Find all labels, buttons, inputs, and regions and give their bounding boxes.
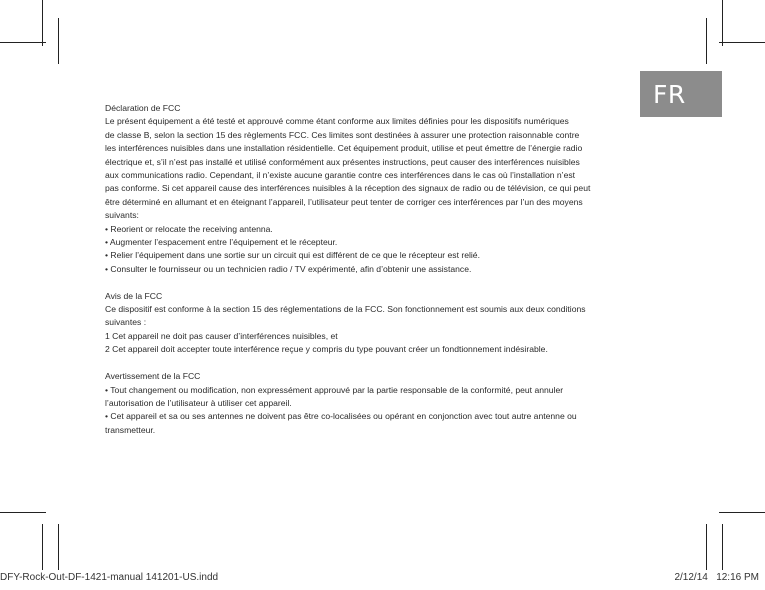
- paragraph-line: électrique et, s’il n’est pas installé et utilisé conformément aux présentes instructions, peut causer des interférences nuisibles: [105, 156, 580, 167]
- section-title: Avertissement de la FCC: [105, 371, 201, 382]
- fcc-declaration-section: [105, 102, 660, 276]
- crop-mark-bottom-right-horizontal: [719, 512, 765, 513]
- footer-timestamp: [674, 572, 759, 583]
- crop-mark-bottom-left-horizontal: [0, 512, 46, 513]
- footer-date: 2/12/14: [674, 572, 708, 583]
- footer-file-name: DFY-Rock-Out-DF-1421-manual 141201-US.indd: [0, 572, 219, 583]
- paragraph-line: transmetteur.: [105, 424, 156, 435]
- crop-mark-top-left-vertical: [42, 0, 43, 46]
- crop-mark-top-right-inner-vertical: [706, 18, 707, 64]
- paragraph-line: Le présent équipement a été testé et approuvé comme étant conforme aux limites définies pour les dispositifs numériques: [105, 116, 569, 127]
- paragraph-line: suivantes :: [105, 317, 147, 328]
- numbered-item: 1 Cet appareil ne doit pas causer d’interférences nuisibles, et: [105, 330, 338, 341]
- paragraph-line: être déterminé en allumant et en éteignant l’appareil, l’utilisateur peut tenter de corriger ces interférences par l’un des moyens: [105, 196, 583, 207]
- bullet-item: • Reorient or relocate the receiving antenna.: [105, 223, 273, 234]
- fcc-warning-section: [105, 370, 660, 437]
- paragraph-line: pas conforme. Si cet appareil cause des interférences nuisibles à la réception des signaux de radio ou de télévision, ce qui peut: [105, 183, 591, 194]
- numbered-item: 2 Cet appareil doit accepter toute interférence reçue y compris du type pouvant créer un fondtionnement indésirable.: [105, 344, 548, 355]
- document-body: [105, 102, 660, 451]
- footer-time: 12:16 PM: [716, 572, 759, 583]
- bullet-item: • Consulter le fournisseur ou un technicien radio / TV expérimenté, afin d’obtenir une assistance.: [105, 263, 472, 274]
- bullet-item: • Augmenter l’espacement entre l’équipement et le récepteur.: [105, 237, 338, 248]
- crop-mark-top-right-horizontal: [719, 42, 765, 43]
- fcc-notice-section: [105, 290, 660, 357]
- crop-mark-top-right-vertical: [722, 0, 723, 46]
- paragraph-line: les interférences nuisibles dans une installation résidentielle. Cet équipement produit, utilise et peut émettre de l’énergie radio: [105, 143, 583, 154]
- paragraph-line: suivants:: [105, 210, 139, 221]
- crop-mark-bottom-right-inner-vertical: [706, 524, 707, 570]
- paragraph-line: de classe B, selon la section 15 des règlements FCC. Ces limites sont destinées à assurer une protection raisonnable contre: [105, 129, 580, 140]
- paragraph-line: Ce dispositif est conforme à la section 15 des réglementations de la FCC. Son fonctionnement est soumis aux deux conditions: [105, 304, 586, 315]
- paragraph-line: aux communications radio. Cependant, il n’existe aucune garantie contre ces interférences dans le cas où l’installation n’est: [105, 170, 576, 181]
- crop-mark-bottom-right-vertical: [722, 524, 723, 570]
- bullet-item: • Relier l’équipement dans une sortie sur un circuit qui est différent de ce que le récepteur est relié.: [105, 250, 480, 261]
- bullet-item: • Tout changement ou modification, non expressément approuvé par la partie responsable de la conformité, peut annuler: [105, 384, 564, 395]
- section-title: Déclaration de FCC: [105, 103, 181, 113]
- bullet-item: • Cet appareil et sa ou ses antennes ne doivent pas être co-localisées ou opérant en conjonction avec tout autre antenne ou: [105, 411, 577, 422]
- crop-mark-bottom-left-vertical: [42, 524, 43, 570]
- crop-mark-top-left-inner-vertical: [58, 18, 59, 64]
- language-tab-label: FR: [653, 79, 686, 109]
- paragraph-line: l’autorisation de l’utilisateur à utiliser cet appareil.: [105, 397, 292, 408]
- crop-mark-top-left-horizontal: [0, 42, 46, 43]
- crop-mark-bottom-left-inner-vertical: [58, 524, 59, 570]
- section-title: Avis de la FCC: [105, 290, 163, 301]
